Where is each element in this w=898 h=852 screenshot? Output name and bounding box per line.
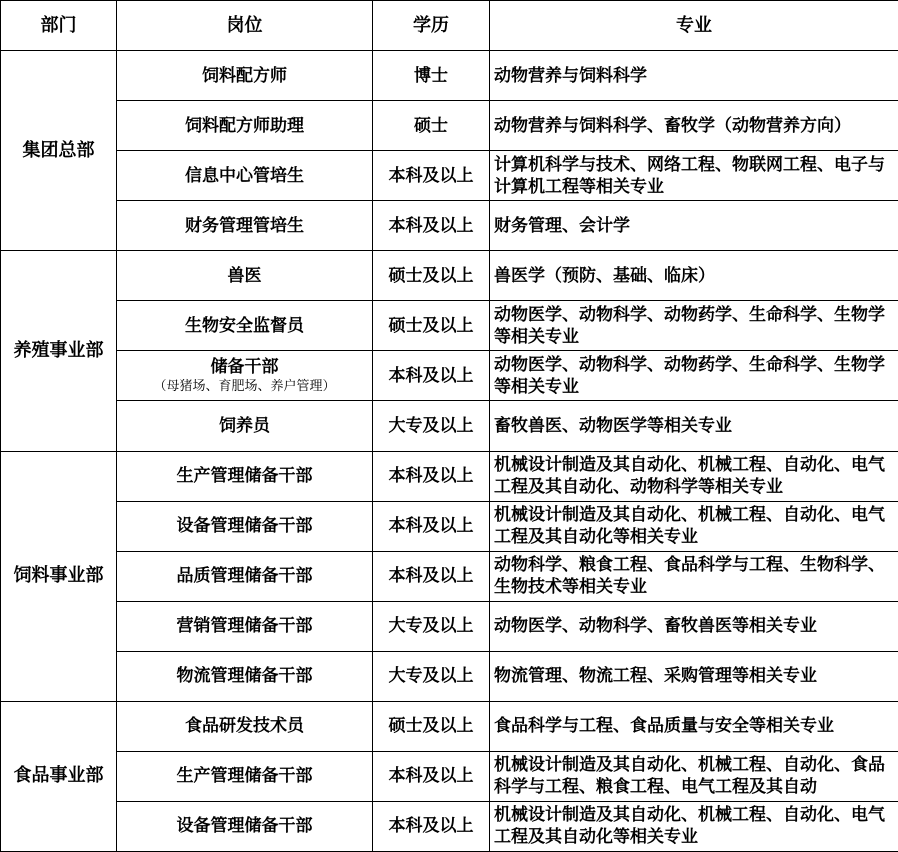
education-cell: 本科及以上 <box>373 551 490 601</box>
position-cell: 饲养员 <box>117 401 373 451</box>
table-row <box>1 701 898 751</box>
position-cell: 食品研发技术员 <box>117 701 373 751</box>
major-cell: 动物医学、动物科学、动物药学、生命科学、生物学等相关专业 <box>490 301 898 351</box>
major-cell: 物流管理、物流工程、采购管理等相关专业 <box>490 651 898 701</box>
table-row <box>1 501 898 551</box>
position-cell <box>117 351 373 401</box>
major-cell: 机械设计制造及其自动化、机械工程、自动化、电气工程及其自动化、动物科学等相关专业 <box>490 451 898 501</box>
dept-cell: 养殖事业部 <box>1 251 117 451</box>
education-cell: 大专及以上 <box>373 651 490 701</box>
education-cell: 大专及以上 <box>373 401 490 451</box>
table-row <box>1 251 898 301</box>
education-cell: 硕士及以上 <box>373 701 490 751</box>
major-cell: 兽医学（预防、基础、临床） <box>490 251 898 301</box>
table-row <box>1 51 898 101</box>
position-cell: 营销管理储备干部 <box>117 601 373 651</box>
education-cell: 大专及以上 <box>373 601 490 651</box>
education-cell: 本科及以上 <box>373 201 490 251</box>
major-cell: 动物医学、动物科学、动物药学、生命科学、生物学等相关专业 <box>490 351 898 401</box>
position-cell: 物流管理储备干部 <box>117 651 373 701</box>
major-cell: 机械设计制造及其自动化、机械工程、自动化、电气工程及其自动化等相关专业 <box>490 801 898 851</box>
table-row <box>1 451 898 501</box>
education-cell: 硕士 <box>373 101 490 151</box>
header-major: 专业 <box>490 1 898 51</box>
education-cell: 本科及以上 <box>373 501 490 551</box>
header-position: 岗位 <box>117 1 373 51</box>
education-cell: 本科及以上 <box>373 801 490 851</box>
dept-cell: 食品事业部 <box>1 701 117 851</box>
position-title: 储备干部 <box>210 357 279 378</box>
position-cell: 设备管理储备干部 <box>117 801 373 851</box>
major-cell: 财务管理、会计学 <box>490 201 898 251</box>
education-cell: 本科及以上 <box>373 351 490 401</box>
education-cell: 硕士及以上 <box>373 251 490 301</box>
table-row <box>1 301 898 351</box>
education-cell: 博士 <box>373 51 490 101</box>
position-cell: 生物安全监督员 <box>117 301 373 351</box>
table-row <box>1 801 898 851</box>
education-cell: 本科及以上 <box>373 751 490 801</box>
position-cell: 兽医 <box>117 251 373 301</box>
header-education: 学历 <box>373 1 490 51</box>
table-row <box>1 601 898 651</box>
dept-cell: 集团总部 <box>1 51 117 251</box>
position-cell: 饲料配方师助理 <box>117 101 373 151</box>
major-cell: 食品科学与工程、食品质量与安全等相关专业 <box>490 701 898 751</box>
position-cell: 饲料配方师 <box>117 51 373 101</box>
table-row <box>1 651 898 701</box>
major-cell: 计算机科学与技术、网络工程、物联网工程、电子与计算机工程等相关专业 <box>490 151 898 201</box>
position-note: （母猪场、育肥场、养户管理） <box>153 379 336 395</box>
position-cell: 生产管理储备干部 <box>117 451 373 501</box>
table-row <box>1 751 898 801</box>
major-cell: 动物营养与饲料科学、畜牧学（动物营养方向） <box>490 101 898 151</box>
table-row <box>1 201 898 251</box>
major-cell: 机械设计制造及其自动化、机械工程、自动化、食品科学与工程、粮食工程、电气工程及其自动 <box>490 751 898 801</box>
major-cell: 动物营养与饲料科学 <box>490 51 898 101</box>
dept-cell: 饲料事业部 <box>1 451 117 701</box>
table-row <box>1 401 898 451</box>
position-cell: 品质管理储备干部 <box>117 551 373 601</box>
major-cell: 动物科学、粮食工程、食品科学与工程、生物科学、生物技术等相关专业 <box>490 551 898 601</box>
table-row <box>1 551 898 601</box>
major-cell: 机械设计制造及其自动化、机械工程、自动化、电气工程及其自动化等相关专业 <box>490 501 898 551</box>
position-cell: 信息中心管培生 <box>117 151 373 201</box>
table-row <box>1 351 898 401</box>
major-cell: 动物医学、动物科学、畜牧兽医等相关专业 <box>490 601 898 651</box>
education-cell: 本科及以上 <box>373 451 490 501</box>
position-cell: 设备管理储备干部 <box>117 501 373 551</box>
position-cell: 生产管理储备干部 <box>117 751 373 801</box>
header-dept: 部门 <box>1 1 117 51</box>
header-row <box>1 1 898 51</box>
education-cell: 硕士及以上 <box>373 301 490 351</box>
table-row <box>1 101 898 151</box>
major-cell: 畜牧兽医、动物医学等相关专业 <box>490 401 898 451</box>
position-cell: 财务管理管培生 <box>117 201 373 251</box>
education-cell: 本科及以上 <box>373 151 490 201</box>
table-row <box>1 151 898 201</box>
